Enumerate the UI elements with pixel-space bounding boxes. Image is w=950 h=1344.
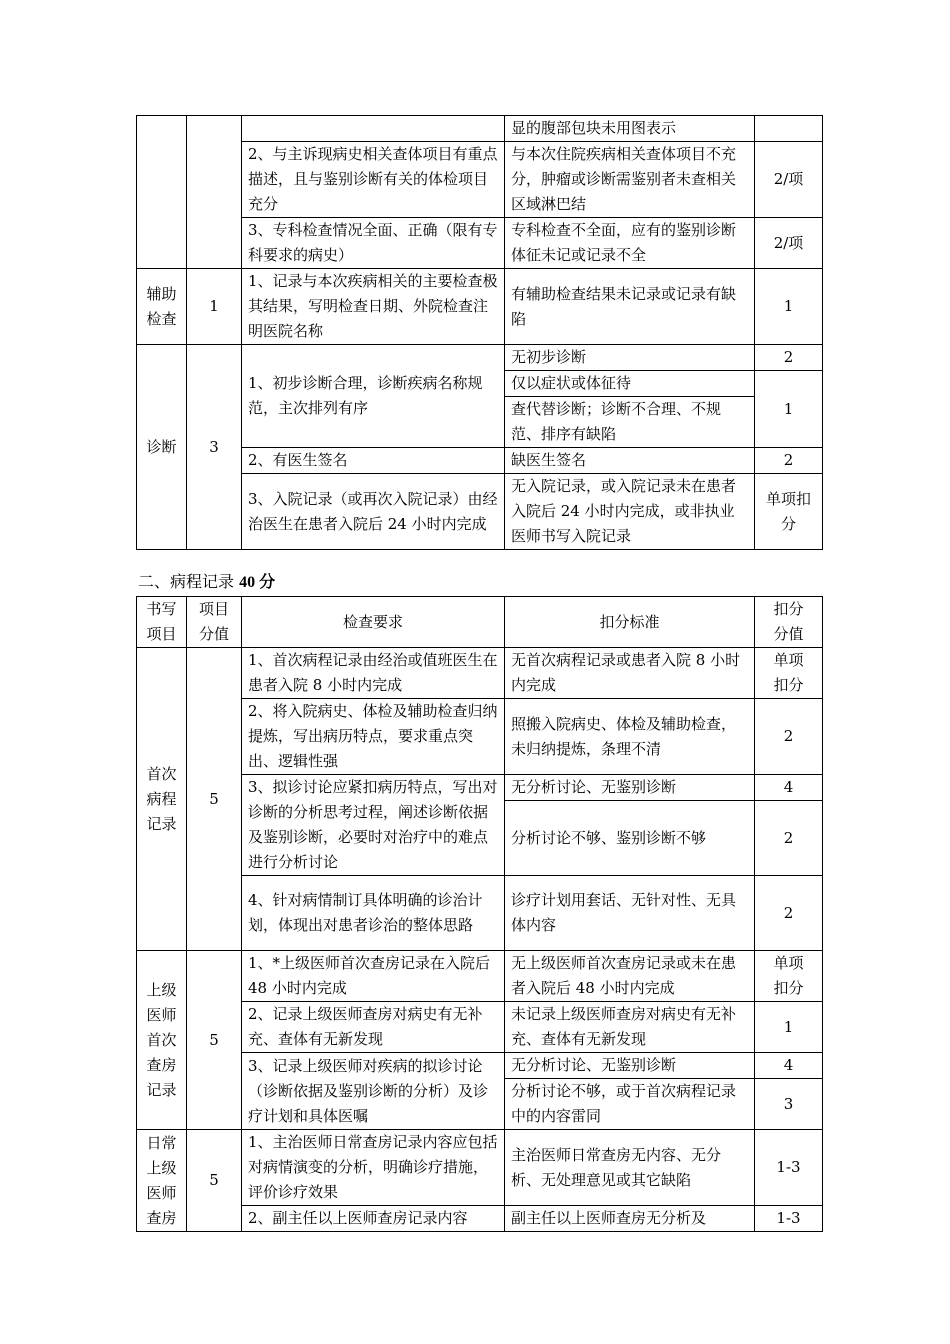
req-cell: 3、入院记录（或再次入院记录）由经治医生在患者入院后 24 小时内完成: [242, 474, 505, 550]
std-cell: 副主任以上医师查房无分析及: [505, 1206, 755, 1232]
req-cell: 1、记录与本次疾病相关的主要检查极其结果，写明检查日期、外院检查注明医院名称: [242, 269, 505, 345]
pts-cell: 1-3: [755, 1130, 823, 1206]
table-row: [137, 269, 823, 345]
std-cell: 专科检查不全面，应有的鉴别诊断体征未记或记录不全: [505, 218, 755, 269]
header-score: 项目分值: [187, 597, 242, 648]
pts-cell: 2: [755, 448, 823, 474]
course-record-table: [136, 596, 823, 1232]
table-row: [137, 648, 823, 699]
std-cell: 无首次病程记录或患者入院 8 小时内完成: [505, 648, 755, 699]
header-std: 扣分标准: [505, 597, 755, 648]
pts-cell: 2: [755, 801, 823, 876]
std-cell: 查代替诊断；诊断不合理、不规范、排序有缺陷: [505, 397, 755, 448]
std-cell: 无分析讨论、无鉴别诊断: [505, 775, 755, 801]
req-cell: 1、主治医师日常查房记录内容应包括对病情演变的分析，明确诊疗措施，评价诊疗效果: [242, 1130, 505, 1206]
req-cell: 1、首次病程记录由经治或值班医生在患者入院 8 小时内完成: [242, 648, 505, 699]
pts-cell: 单项扣分: [755, 951, 823, 1002]
pts-cell-empty: [755, 116, 823, 142]
std-cell: 诊疗计划用套话、无针对性、无具体内容: [505, 876, 755, 951]
std-cell: 无入院记录，或入院记录未在患者入院后 24 小时内完成，或非执业医师书写入院记录: [505, 474, 755, 550]
std-cell: 未记录上级医师查房对病史有无补充、查体有无新发现: [505, 1002, 755, 1053]
req-cell: 2、将入院病史、体检及辅助检查归纳提炼，写出病历特点，要求重点突出、逻辑性强: [242, 699, 505, 775]
header-pts: 扣分分值: [755, 597, 823, 648]
pts-cell: 单项扣分: [755, 474, 823, 550]
item-score: 5: [187, 648, 242, 951]
pts-cell: 4: [755, 775, 823, 801]
section-points: 40 分: [239, 574, 276, 591]
std-cell: 分析讨论不够、鉴别诊断不够: [505, 801, 755, 876]
req-cell: 3、拟诊讨论应紧扣病历特点，写出对诊断的分析思考过程，阐述诊断依据及鉴别诊断，必要时对治疗中的难点进行分析讨论: [242, 775, 505, 876]
pts-cell: 单项扣分: [755, 648, 823, 699]
item-name-aux: 辅助检查: [137, 269, 187, 345]
item-cell-empty: [137, 116, 187, 269]
req-cell: 2、与主诉现病史相关查体项目有重点描述，且与鉴别诊断有关的体检项目充分: [242, 142, 505, 218]
item-name-daily-senior: 日常上级医师查房: [137, 1130, 187, 1232]
req-cell: 3、专科检查情况全面、正确（限有专科要求的病史）: [242, 218, 505, 269]
item-score: 3: [187, 345, 242, 550]
item-score: 5: [187, 1130, 242, 1232]
section-title-text: 二、病程记录: [138, 572, 235, 591]
pts-cell: 2: [755, 345, 823, 371]
pts-cell: 4: [755, 1053, 823, 1079]
header-req: 检查要求: [242, 597, 505, 648]
pts-cell: 1-3: [755, 1206, 823, 1232]
pts-cell: 3: [755, 1079, 823, 1130]
std-cell: 有辅助检查结果未记录或记录有缺陷: [505, 269, 755, 345]
std-cell: 主治医师日常查房无内容、无分析、无处理意见或其它缺陷: [505, 1130, 755, 1206]
pts-cell: 2: [755, 876, 823, 951]
item-name-first-course: 首次病程记录: [137, 648, 187, 951]
pts-cell: 1: [755, 269, 823, 345]
req-cell: 2、有医生签名: [242, 448, 505, 474]
std-cell: 无分析讨论、无鉴别诊断: [505, 1053, 755, 1079]
table-header-row: [137, 597, 823, 648]
table-row: [137, 116, 823, 142]
item-name-senior-first: 上级医师首次查房记录: [137, 951, 187, 1130]
std-cell: 分析讨论不够，或于首次病程记录中的内容雷同: [505, 1079, 755, 1130]
item-score: 5: [187, 951, 242, 1130]
header-item: 书写项目: [137, 597, 187, 648]
score-cell-empty: [187, 116, 242, 269]
req-cell: 1、*上级医师首次查房记录在入院后 48 小时内完成: [242, 951, 505, 1002]
section-title: [138, 571, 275, 594]
std-cell: 显的腹部包块未用图表示: [505, 116, 755, 142]
std-cell: 与本次住院疾病相关查体项目不充分，肿瘤或诊断需鉴别者未查相关区域淋巴结: [505, 142, 755, 218]
req-cell: 1、初步诊断合理，诊断疾病名称规范，主次排列有序: [242, 345, 505, 448]
std-cell: 照搬入院病史、体检及辅助检查，未归纳提炼，条理不清: [505, 699, 755, 775]
req-cell-empty: [242, 116, 505, 142]
pts-cell: 2/项: [755, 218, 823, 269]
item-score: 1: [187, 269, 242, 345]
table-row: [137, 951, 823, 1002]
std-cell: 缺医生签名: [505, 448, 755, 474]
req-cell: 2、记录上级医师查房对病史有无补充、查体有无新发现: [242, 1002, 505, 1053]
table-row: [137, 1130, 823, 1206]
pts-cell: 2: [755, 699, 823, 775]
req-cell: 4、针对病情制订具体明确的诊治计划，体现出对患者诊治的整体思路: [242, 876, 505, 951]
std-cell: 无上级医师首次查房记录或未在患者入院后 48 小时内完成: [505, 951, 755, 1002]
item-name-diagnosis: 诊断: [137, 345, 187, 550]
req-cell: 2、副主任以上医师查房记录内容: [242, 1206, 505, 1232]
pts-cell: 2/项: [755, 142, 823, 218]
table-row: [137, 345, 823, 371]
evaluation-table-continued: [136, 115, 823, 550]
req-cell: 3、记录上级医师对疾病的拟诊讨论（诊断依据及鉴别诊断的分析）及诊疗计划和具体医嘱: [242, 1053, 505, 1130]
pts-cell: 1: [755, 1002, 823, 1053]
std-cell: 无初步诊断: [505, 345, 755, 371]
std-cell: 仅以症状或体征待: [505, 371, 755, 397]
pts-cell: 1: [755, 371, 823, 448]
